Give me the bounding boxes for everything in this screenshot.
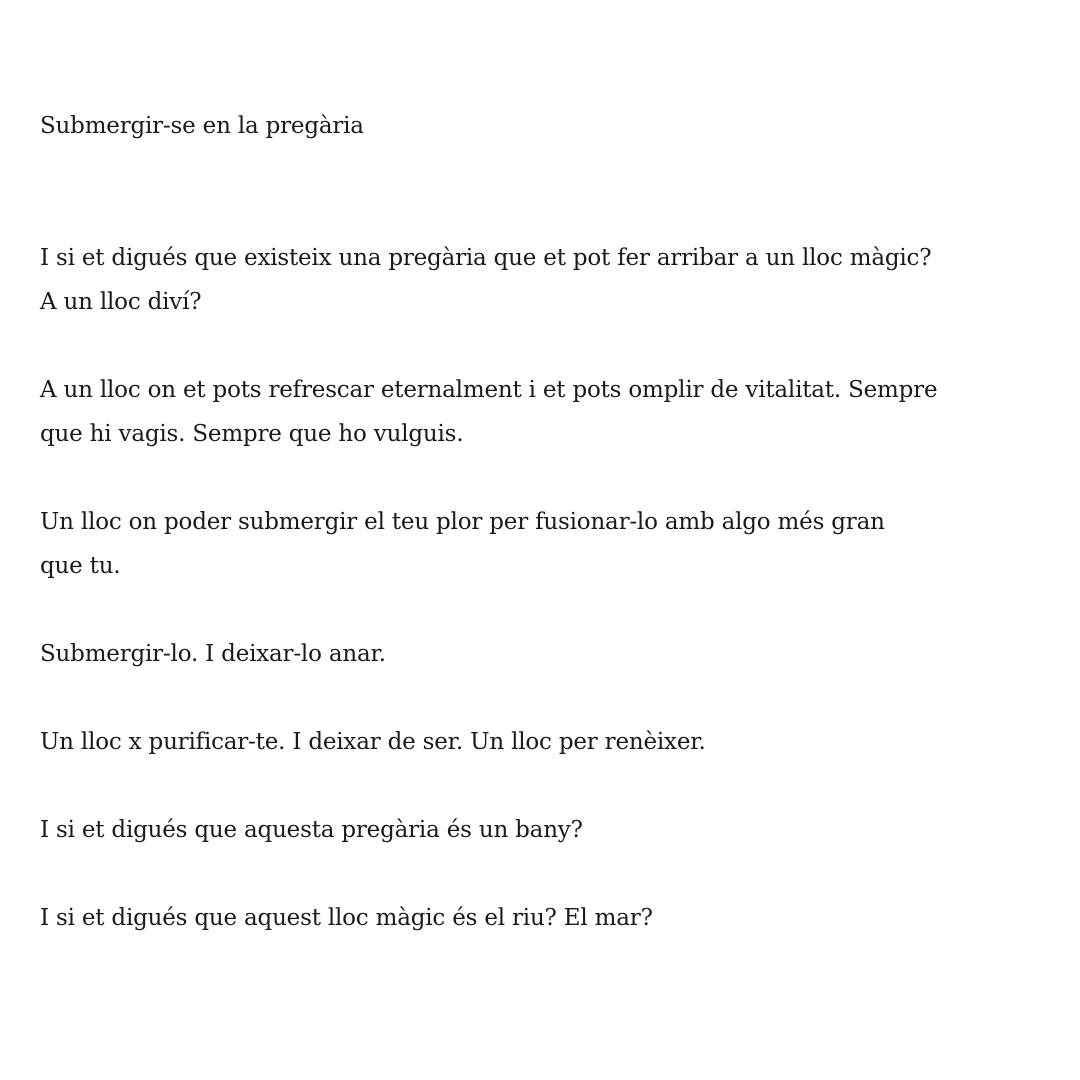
paragraph-line: Submergir-lo. I deixar-lo anar.	[40, 641, 386, 667]
paragraph-line: que tu.	[40, 553, 121, 579]
paragraph	[40, 720, 1050, 764]
paragraph	[40, 236, 1050, 324]
paragraph-line: Un lloc on poder submergir el teu plor per fusionar-lo amb algo més gran	[40, 509, 885, 535]
document-title: Submergir-se en la pregària	[40, 113, 364, 139]
paragraph	[40, 896, 1050, 940]
paragraph	[40, 500, 1050, 588]
paragraph	[40, 808, 1050, 852]
paragraph-line: Un lloc x purificar-te. I deixar de ser. Un lloc per renèixer.	[40, 729, 706, 755]
paragraph-line: A un lloc diví?	[40, 289, 202, 315]
paragraph	[40, 368, 1050, 456]
paragraph-line: I si et digués que aquest lloc màgic és el riu? El mar?	[40, 905, 653, 931]
paragraph-line: I si et digués que existeix una pregària que et pot fer arribar a un lloc màgic?	[40, 245, 932, 271]
paragraph-line: que hi vagis. Sempre que ho vulguis.	[40, 421, 464, 447]
paragraph-line: I si et digués que aquesta pregària és un bany?	[40, 817, 583, 843]
paragraph-line: A un lloc on et pots refrescar eternalment i et pots omplir de vitalitat. Sempre	[40, 377, 938, 403]
document-page	[40, 0, 1050, 1080]
paragraph	[40, 632, 1050, 676]
